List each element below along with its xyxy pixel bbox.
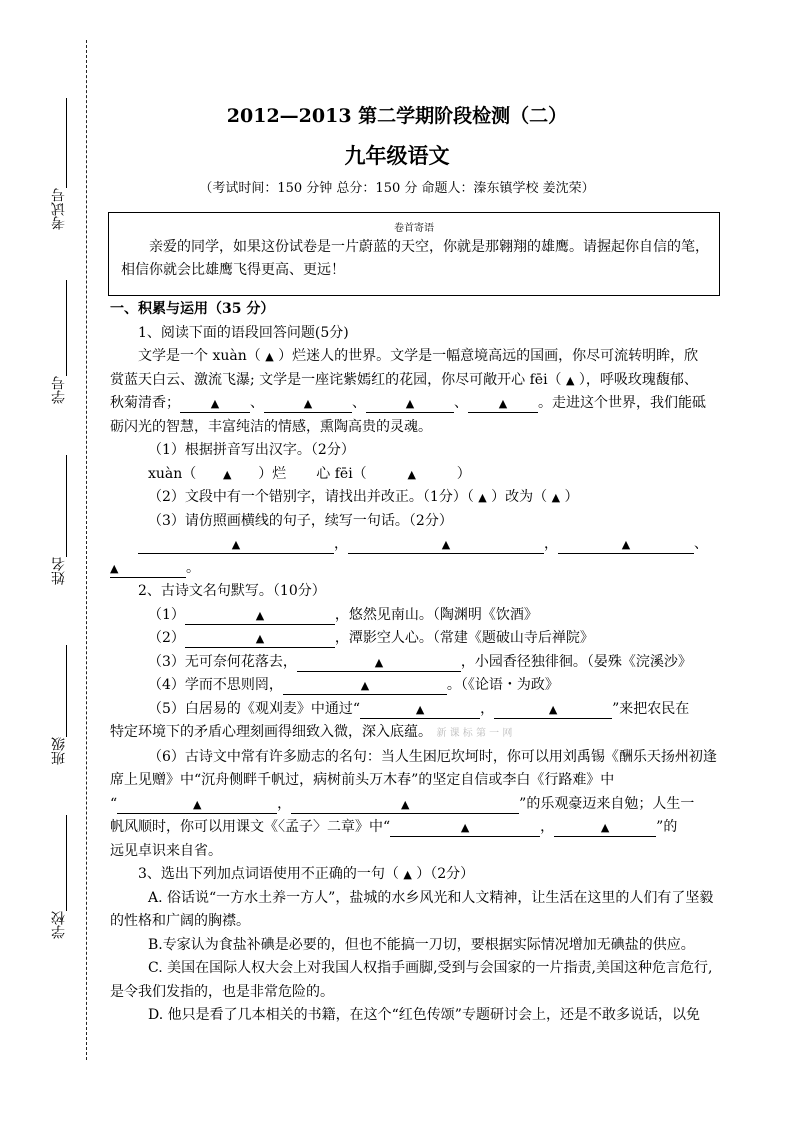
- answer-blank[interactable]: ▲: [348, 535, 544, 554]
- q1-passage-line-3: 秋菊清香； ▲ 、 ▲ 、 ▲ 、 ▲ 。走进这个世界，我们能砥: [110, 395, 706, 411]
- q2-line-6-d: 帆风顺时，你可以用课文《〈孟子〉二章》中“ ▲ ， ▲ ”的: [110, 819, 678, 835]
- exam-number-label: 考试号: [51, 188, 67, 230]
- name-line[interactable]: [66, 455, 67, 557]
- q2-line-1: （1） ▲ ，悠然见南山。（陶渊明《饮酒》: [148, 606, 538, 623]
- motto-box: [108, 212, 720, 296]
- q1-sub1: （1）根据拼音写出汉字。（2分）: [148, 442, 355, 458]
- answer-blank[interactable]: ▲: [494, 700, 612, 719]
- q2-line-6-b: 席上见赠》中“沉舟侧畔千帆过，病树前头万木春”的坚定自信或李白《行路难》中: [110, 772, 615, 788]
- watermark-text: 新 课 标 第 一 网: [436, 728, 513, 739]
- answer-blank[interactable]: ▲: [558, 535, 694, 554]
- student-number-label: 学号: [51, 376, 67, 404]
- name-field[interactable]: [44, 455, 74, 595]
- q1-sub3: （3）请仿照画横线的句子，续写一句话。（2分）: [148, 512, 453, 529]
- subject-title: 九年级语文: [344, 143, 450, 168]
- q2-line-3: （3）无可奈何花落去， ▲ ，小园香径独徘徊。（晏殊《浣溪沙》: [148, 653, 692, 670]
- q1-sub1-answers: xuàn（ ▲ ）烂 心 fēi（ ▲ ）: [110, 463, 716, 487]
- q2-line-6-c: “ ▲ ， ▲ ”的乐观豪迈来自勉；人生一: [110, 795, 695, 812]
- class-field[interactable]: [44, 645, 74, 775]
- q1-passage-line-4: 砺闪光的智慧，丰富纯洁的情感，熏陶高贵的灵魂。: [110, 418, 432, 435]
- answer-slot[interactable]: ▲: [403, 868, 412, 881]
- school-line[interactable]: [66, 815, 67, 911]
- q2-line-4: （4）学而不思则罔， ▲ 。（《论语・为政》: [148, 677, 559, 693]
- answer-blank[interactable]: ▲: [468, 394, 538, 413]
- q3-option-c: C. 美国在国际人权大会上对我国人权指手画脚,受到与会国家的一片指责,美国这种危言危行,: [148, 960, 713, 976]
- school-field[interactable]: [44, 815, 74, 950]
- blank-marker[interactable]: ▲: [265, 350, 274, 363]
- q3-option-a-cont: 的性格和广阔的胸襟。: [110, 913, 250, 929]
- q2-title: 2、古诗文名句默写。（10分）: [138, 583, 326, 599]
- q2-line-6: （6）古诗文中常有许多励志的名句：当人生困厄坎坷时，你可以用刘禹锡《酬乐天扬州初逢: [148, 748, 717, 765]
- answer-blank[interactable]: ▲: [554, 818, 656, 837]
- answer-slot[interactable]: ▲: [223, 467, 232, 481]
- motto-body: 亲爱的同学，如果这份试卷是一片蔚蓝的天空，你就是那翱翔的雄鹰。请握起你自信的笔，相信你就会比雄鹰飞得更高、更远！: [121, 239, 709, 278]
- answer-blank[interactable]: ▲: [291, 795, 519, 814]
- q1-sub2: （2）文段中有一个错别字，请找出并改正。（1分）（ ▲ ）改为（ ▲ ）: [148, 489, 579, 505]
- q1-passage-line-2: 赏蓝天白云、激流飞瀑; 文学是一座诧紫嫣红的花园，你尽可敞开心 fēi（ ▲ ），呼吸玫瑰馥郁、: [110, 371, 698, 388]
- exam-content: [110, 298, 716, 1028]
- q3-option-c-cont: 是令我们发指的，也是非常危险的。: [110, 983, 334, 1000]
- class-label: 班级: [51, 737, 67, 765]
- answer-slot[interactable]: ▲: [551, 491, 561, 504]
- answer-blank[interactable]: ▲: [138, 535, 334, 554]
- name-label: 姓名: [51, 557, 67, 585]
- answer-blank[interactable]: ▲: [366, 394, 454, 413]
- class-line[interactable]: [66, 645, 67, 737]
- answer-blank[interactable]: ▲: [185, 629, 335, 648]
- motto-title: 卷首寄语: [394, 223, 434, 234]
- student-number-field[interactable]: [44, 280, 74, 410]
- q1-sub3-answer-line-1: ▲ ， ▲ ， ▲ 、: [110, 533, 716, 557]
- answer-blank[interactable]: ▲: [110, 559, 186, 578]
- section-heading: 一、积累与运用（35 分）: [110, 301, 275, 317]
- answer-blank[interactable]: ▲: [117, 795, 277, 814]
- answer-blank[interactable]: ▲: [264, 394, 352, 413]
- answer-blank[interactable]: ▲: [360, 700, 480, 719]
- q1-title: 1、阅读下面的语段回答问题(5分): [138, 324, 349, 341]
- exam-title: 2012—2013 第二学期阶段检测（二）: [226, 105, 568, 127]
- answer-blank[interactable]: ▲: [283, 676, 447, 695]
- answer-blank[interactable]: ▲: [390, 818, 540, 837]
- q3-option-b: B.专家认为食盐补碘是必要的，但也不能搞一刀切，要根据实际情况增加无碘盐的供应。: [148, 936, 695, 953]
- answer-blank[interactable]: ▲: [180, 394, 250, 413]
- q2-line-2: （2） ▲ ，潭影空人心。（常建《题破山寺后禅院》: [148, 630, 594, 646]
- q2-line-5-cont: 特定环境下的矛盾心理刻画得细致入微，深入底蕴。 新 课 标 第 一 网: [110, 724, 513, 740]
- answer-slot[interactable]: ▲: [478, 491, 487, 504]
- exam-meta: （考试时间：150 分钟 总分：150 分 命题人：溱东镇学校 姜沈荣）: [199, 181, 595, 196]
- q2-line-5: （5）白居易的《观刈麦》中通过“ ▲ ， ▲ ”来把农民在: [148, 700, 690, 717]
- q1-passage-line-1: 文学是一个 xuàn（ ▲ ）烂迷人的世界。文学是一幅意境高远的国画，你尽可流转明眸，欣: [138, 348, 699, 364]
- q2-line-6-e: 远见卓识来自省。: [110, 842, 222, 859]
- school-label: 学校: [51, 911, 67, 939]
- blank-marker[interactable]: ▲: [566, 373, 575, 387]
- answer-slot[interactable]: ▲: [407, 467, 416, 481]
- answer-blank[interactable]: ▲: [297, 653, 461, 672]
- q3-option-a: A. 俗话说“一方水土养一方人”，盐城的水乡风光和人文精神，让生活在这里的人们有了坚毅: [148, 889, 714, 906]
- q1-sub3-answer-line-2: ▲ 。: [110, 559, 200, 576]
- answer-blank[interactable]: ▲: [185, 606, 335, 625]
- student-number-line[interactable]: [66, 280, 67, 376]
- q3-title: 3、选出下列加点词语使用不正确的一句（ ▲ ）（2分）: [138, 866, 475, 882]
- q3-option-d: D. 他只是看了几本相关的书籍，在这个“红色传颂”专题研讨会上，还是不敢多说话，以免: [148, 1007, 700, 1023]
